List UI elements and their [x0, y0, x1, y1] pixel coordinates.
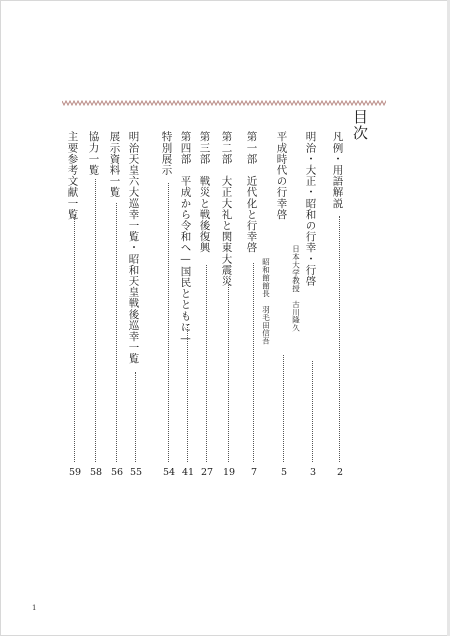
- toc-page-number: 27: [200, 467, 214, 478]
- toc-page-number: 5: [280, 467, 288, 478]
- dotted-leader: [339, 216, 340, 462]
- decorative-border-icon: [62, 99, 386, 107]
- toc-entry-title[interactable]: 第四部 平成から令和へ—国民とともに—: [179, 131, 192, 345]
- dotted-leader: [312, 361, 313, 462]
- toc-page-number: 58: [89, 467, 103, 478]
- toc-page-number: 19: [222, 467, 236, 478]
- dotted-leader: [228, 285, 229, 462]
- toc-page-number: 55: [129, 467, 143, 478]
- dotted-leader: [206, 265, 207, 462]
- toc-entry-title[interactable]: 特別展示: [160, 131, 173, 176]
- dotted-leader: [116, 203, 117, 462]
- toc-page-number: 2: [336, 467, 344, 478]
- dotted-leader: [168, 183, 169, 462]
- toc-entry-title[interactable]: 凡例・用語解説: [331, 131, 344, 209]
- toc-entry-title[interactable]: 主要参考文献一覧: [66, 131, 79, 220]
- toc-page-number: 7: [250, 467, 258, 478]
- page-folio: 1: [32, 604, 37, 612]
- toc-entry-title[interactable]: 第二部 大正大礼と関東大震災: [220, 131, 233, 287]
- toc-heading: 目次: [351, 109, 369, 141]
- dotted-leader: [283, 355, 284, 462]
- toc-entry-title[interactable]: 第一部 近代化と行幸啓: [245, 131, 258, 254]
- toc-page-number: 56: [110, 467, 124, 478]
- toc-page-number: 54: [162, 467, 176, 478]
- toc-page-number: 3: [309, 467, 317, 478]
- toc-entry-author: 日本大学教授 古川隆久: [291, 245, 301, 332]
- toc-page-number: 41: [181, 467, 195, 478]
- toc-entry-title[interactable]: 明治天皇六大巡幸一覧・昭和天皇戦後巡幸一覧: [127, 131, 140, 365]
- dotted-leader: [135, 372, 136, 462]
- dotted-leader: [95, 179, 96, 462]
- toc-page-number: 59: [68, 467, 82, 478]
- dotted-leader: [187, 325, 188, 462]
- toc-entry-title[interactable]: 明治・大正・昭和の行幸・行啓: [304, 131, 317, 287]
- dotted-leader: [253, 263, 254, 462]
- dotted-leader: [74, 215, 75, 462]
- toc-entry-author: 昭和館館長 羽毛田信吾: [261, 258, 271, 345]
- toc-entry-title[interactable]: 第三部 戦災と戦後復興: [198, 131, 211, 254]
- toc-entry-title[interactable]: 協力一覧: [87, 131, 100, 176]
- toc-entry-title[interactable]: 平成時代の行幸啓: [275, 131, 288, 220]
- toc-entry-title[interactable]: 展示資料一覧: [108, 131, 121, 198]
